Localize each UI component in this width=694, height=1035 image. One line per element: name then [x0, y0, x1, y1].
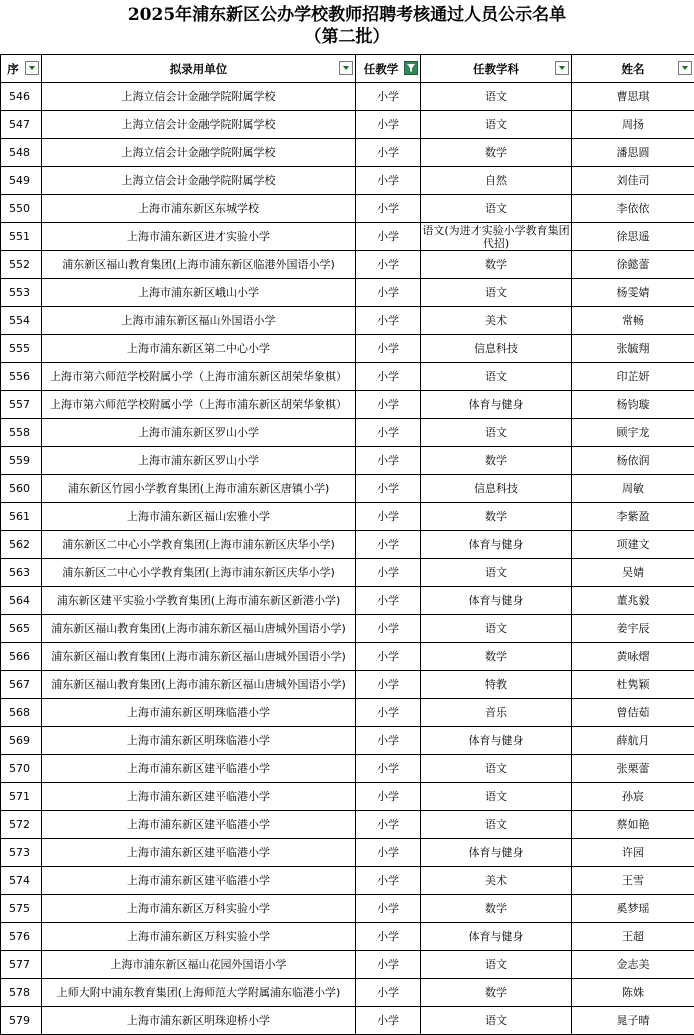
cell-name: 周扬 — [572, 111, 694, 139]
table-row — [1, 447, 694, 475]
cell-unit: 浦东新区建平实验小学教育集团(上海市浦东新区新港小学) — [42, 587, 356, 615]
table-row — [1, 531, 694, 559]
cell-stage: 小学 — [356, 643, 421, 671]
cell-unit: 浦东新区福山教育集团(上海市浦东新区福山唐城外国语小学) — [42, 643, 356, 671]
seq-dropdown-icon[interactable] — [25, 61, 39, 75]
cell-stage: 小学 — [356, 307, 421, 335]
cell-name: 许园 — [572, 839, 694, 867]
table-row — [1, 951, 694, 979]
cell-name: 项建文 — [572, 531, 694, 559]
cell-name: 顾宇龙 — [572, 419, 694, 447]
cell-stage: 小学 — [356, 755, 421, 783]
cell-unit: 上海市浦东新区建平临港小学 — [42, 783, 356, 811]
table-row — [1, 895, 694, 923]
cell-unit: 浦东新区福山教育集团(上海市浦东新区福山唐城外国语小学) — [42, 671, 356, 699]
table-row — [1, 503, 694, 531]
cell-unit: 上海市浦东新区罗山小学 — [42, 447, 356, 475]
table-row — [1, 363, 694, 391]
cell-name: 周敏 — [572, 475, 694, 503]
table-row — [1, 419, 694, 447]
cell-seq: 571 — [1, 783, 42, 811]
cell-unit: 上海市浦东新区万科实验小学 — [42, 923, 356, 951]
title-line-2: （第二批） — [0, 26, 694, 48]
cell-subject: 体育与健身 — [421, 391, 572, 419]
table-row — [1, 587, 694, 615]
cell-name: 姜宇辰 — [572, 615, 694, 643]
cell-unit: 上海立信会计金融学院附属学校 — [42, 139, 356, 167]
cell-seq: 555 — [1, 335, 42, 363]
table-row — [1, 195, 694, 223]
cell-stage: 小学 — [356, 223, 421, 251]
table-row — [1, 279, 694, 307]
cell-unit: 上海市浦东新区建平临港小学 — [42, 755, 356, 783]
table-row — [1, 251, 694, 279]
table-row — [1, 307, 694, 335]
cell-name: 潘思圆 — [572, 139, 694, 167]
cell-name: 常畅 — [572, 307, 694, 335]
cell-subject: 体育与健身 — [421, 839, 572, 867]
cell-stage: 小学 — [356, 475, 421, 503]
cell-name: 李紫盈 — [572, 503, 694, 531]
cell-seq: 577 — [1, 951, 42, 979]
title-line-1: 2025年浦东新区公办学校教师招聘考核通过人员公示名单 — [0, 4, 694, 26]
header-name-label: 姓名 — [622, 61, 645, 77]
table-row — [1, 223, 694, 251]
cell-unit: 上海市浦东新区建平临港小学 — [42, 867, 356, 895]
cell-seq: 553 — [1, 279, 42, 307]
cell-seq: 569 — [1, 727, 42, 755]
cell-unit: 上海市浦东新区明珠迎桥小学 — [42, 1007, 356, 1035]
table-row — [1, 867, 694, 895]
cell-seq: 550 — [1, 195, 42, 223]
cell-seq: 572 — [1, 811, 42, 839]
cell-unit: 上海市浦东新区东城学校 — [42, 195, 356, 223]
cell-subject: 体育与健身 — [421, 587, 572, 615]
cell-stage: 小学 — [356, 531, 421, 559]
cell-seq: 557 — [1, 391, 42, 419]
cell-subject: 数学 — [421, 447, 572, 475]
cell-subject: 信息科技 — [421, 335, 572, 363]
cell-unit: 上海市浦东新区福山花园外国语小学 — [42, 951, 356, 979]
cell-seq: 558 — [1, 419, 42, 447]
cell-unit: 上海市浦东新区福山外国语小学 — [42, 307, 356, 335]
table-row — [1, 783, 694, 811]
cell-subject: 语文 — [421, 1007, 572, 1035]
personnel-table — [0, 54, 694, 1035]
cell-unit: 上海市浦东新区第二中心小学 — [42, 335, 356, 363]
cell-stage: 小学 — [356, 895, 421, 923]
cell-stage: 小学 — [356, 391, 421, 419]
cell-seq: 564 — [1, 587, 42, 615]
cell-subject: 体育与健身 — [421, 923, 572, 951]
cell-subject: 语文 — [421, 951, 572, 979]
cell-stage: 小学 — [356, 811, 421, 839]
cell-seq: 546 — [1, 83, 42, 111]
name-dropdown-icon[interactable] — [678, 61, 692, 75]
table-row — [1, 559, 694, 587]
cell-subject: 数学 — [421, 643, 572, 671]
cell-subject: 语文 — [421, 811, 572, 839]
cell-seq: 573 — [1, 839, 42, 867]
cell-unit: 上海立信会计金融学院附属学校 — [42, 167, 356, 195]
cell-name: 曾佶茹 — [572, 699, 694, 727]
cell-subject: 语文 — [421, 279, 572, 307]
cell-name: 张栗蕾 — [572, 755, 694, 783]
cell-stage: 小学 — [356, 83, 421, 111]
cell-unit: 上海立信会计金融学院附属学校 — [42, 111, 356, 139]
cell-name: 黄咏熠 — [572, 643, 694, 671]
header-seq — [1, 55, 42, 83]
cell-subject: 语文(为进才实验小学教育集团代招) — [421, 223, 572, 251]
cell-stage: 小学 — [356, 979, 421, 1007]
table-row — [1, 811, 694, 839]
cell-seq: 549 — [1, 167, 42, 195]
cell-subject: 语文 — [421, 559, 572, 587]
cell-name: 蔡如艳 — [572, 811, 694, 839]
cell-seq: 568 — [1, 699, 42, 727]
cell-name: 金志美 — [572, 951, 694, 979]
cell-subject: 音乐 — [421, 699, 572, 727]
cell-seq: 554 — [1, 307, 42, 335]
header-stage — [356, 55, 421, 83]
table-row — [1, 111, 694, 139]
cell-stage: 小学 — [356, 559, 421, 587]
subject-dropdown-icon[interactable] — [555, 61, 569, 75]
cell-unit: 浦东新区二中心小学教育集团(上海市浦东新区庆华小学) — [42, 531, 356, 559]
cell-name: 杜隽颖 — [572, 671, 694, 699]
cell-seq: 556 — [1, 363, 42, 391]
cell-name: 杨雯婧 — [572, 279, 694, 307]
table-row — [1, 699, 694, 727]
cell-unit: 上海市浦东新区进才实验小学 — [42, 223, 356, 251]
cell-stage: 小学 — [356, 783, 421, 811]
table-row — [1, 475, 694, 503]
cell-seq: 579 — [1, 1007, 42, 1035]
cell-unit: 上海市浦东新区建平临港小学 — [42, 839, 356, 867]
table-row — [1, 391, 694, 419]
cell-seq: 570 — [1, 755, 42, 783]
cell-name: 陈姝 — [572, 979, 694, 1007]
cell-seq: 566 — [1, 643, 42, 671]
cell-subject: 语文 — [421, 363, 572, 391]
cell-name: 杨依润 — [572, 447, 694, 475]
cell-stage: 小学 — [356, 167, 421, 195]
cell-subject: 数学 — [421, 503, 572, 531]
header-unit — [42, 55, 356, 83]
cell-unit: 上海市浦东新区明珠临港小学 — [42, 699, 356, 727]
cell-subject: 信息科技 — [421, 475, 572, 503]
cell-stage: 小学 — [356, 867, 421, 895]
table-row — [1, 615, 694, 643]
table-row — [1, 167, 694, 195]
cell-unit: 上海市浦东新区万科实验小学 — [42, 895, 356, 923]
cell-unit: 浦东新区福山教育集团(上海市浦东新区福山唐城外国语小学) — [42, 615, 356, 643]
cell-subject: 数学 — [421, 979, 572, 1007]
cell-subject: 语文 — [421, 111, 572, 139]
cell-seq: 551 — [1, 223, 42, 251]
table-row — [1, 755, 694, 783]
cell-stage: 小学 — [356, 951, 421, 979]
cell-name: 徐懿蕾 — [572, 251, 694, 279]
cell-stage: 小学 — [356, 111, 421, 139]
cell-seq: 567 — [1, 671, 42, 699]
table-row — [1, 139, 694, 167]
unit-dropdown-icon[interactable] — [339, 61, 353, 75]
table-row — [1, 83, 694, 111]
cell-unit: 上海市浦东新区峨山小学 — [42, 279, 356, 307]
table-row — [1, 671, 694, 699]
cell-name: 王雪 — [572, 867, 694, 895]
cell-name: 徐思遥 — [572, 223, 694, 251]
header-subject-label: 任教学科 — [473, 61, 519, 77]
cell-seq: 574 — [1, 867, 42, 895]
cell-name: 印芷妍 — [572, 363, 694, 391]
cell-stage: 小学 — [356, 587, 421, 615]
cell-stage: 小学 — [356, 139, 421, 167]
cell-name: 刘佳司 — [572, 167, 694, 195]
cell-unit: 上海市浦东新区福山宏雅小学 — [42, 503, 356, 531]
cell-seq: 578 — [1, 979, 42, 1007]
cell-seq: 561 — [1, 503, 42, 531]
cell-subject: 语文 — [421, 195, 572, 223]
cell-seq: 547 — [1, 111, 42, 139]
page-title — [0, 0, 694, 48]
cell-unit: 浦东新区福山教育集团(上海市浦东新区临港外国语小学) — [42, 251, 356, 279]
cell-subject: 体育与健身 — [421, 531, 572, 559]
header-unit-label: 拟录用单位 — [170, 61, 228, 77]
cell-seq: 548 — [1, 139, 42, 167]
table-row — [1, 727, 694, 755]
cell-seq: 560 — [1, 475, 42, 503]
cell-subject: 特教 — [421, 671, 572, 699]
table-row — [1, 923, 694, 951]
cell-seq: 552 — [1, 251, 42, 279]
header-name — [572, 55, 694, 83]
cell-name: 杨钧璇 — [572, 391, 694, 419]
cell-seq: 563 — [1, 559, 42, 587]
cell-subject: 美术 — [421, 307, 572, 335]
cell-unit: 上海市浦东新区罗山小学 — [42, 419, 356, 447]
cell-subject: 自然 — [421, 167, 572, 195]
cell-subject: 语文 — [421, 783, 572, 811]
table-row — [1, 979, 694, 1007]
cell-name: 吴婧 — [572, 559, 694, 587]
stage-filter-icon[interactable] — [404, 61, 418, 75]
cell-name: 晁子晴 — [572, 1007, 694, 1035]
cell-subject: 数学 — [421, 895, 572, 923]
cell-subject: 体育与健身 — [421, 727, 572, 755]
cell-stage: 小学 — [356, 1007, 421, 1035]
cell-unit: 上师大附中浦东教育集团(上海师范大学附属浦东临港小学) — [42, 979, 356, 1007]
cell-stage: 小学 — [356, 279, 421, 307]
cell-subject: 数学 — [421, 251, 572, 279]
cell-unit: 上海市第六师范学校附属小学（上海市浦东新区胡荣华象棋） — [42, 391, 356, 419]
cell-unit: 上海立信会计金融学院附属学校 — [42, 83, 356, 111]
cell-seq: 565 — [1, 615, 42, 643]
cell-name: 孙宸 — [572, 783, 694, 811]
header-stage-label: 任教学 — [364, 61, 399, 77]
cell-seq: 575 — [1, 895, 42, 923]
cell-stage: 小学 — [356, 251, 421, 279]
cell-unit: 上海市浦东新区建平临港小学 — [42, 811, 356, 839]
cell-stage: 小学 — [356, 195, 421, 223]
cell-seq: 559 — [1, 447, 42, 475]
cell-subject: 数学 — [421, 139, 572, 167]
cell-stage: 小学 — [356, 699, 421, 727]
cell-name: 薛航月 — [572, 727, 694, 755]
cell-seq: 576 — [1, 923, 42, 951]
cell-stage: 小学 — [356, 923, 421, 951]
cell-name: 张毓翔 — [572, 335, 694, 363]
cell-name: 曹思琪 — [572, 83, 694, 111]
cell-stage: 小学 — [356, 727, 421, 755]
header-subject — [421, 55, 572, 83]
table-row — [1, 1007, 694, 1035]
cell-name: 奚梦瑶 — [572, 895, 694, 923]
cell-unit: 浦东新区竹园小学教育集团(上海市浦东新区唐镇小学) — [42, 475, 356, 503]
cell-stage: 小学 — [356, 363, 421, 391]
cell-stage: 小学 — [356, 335, 421, 363]
cell-name: 王超 — [572, 923, 694, 951]
cell-seq: 562 — [1, 531, 42, 559]
cell-name: 董兆毅 — [572, 587, 694, 615]
cell-subject: 语文 — [421, 755, 572, 783]
header-row — [1, 55, 694, 83]
cell-stage: 小学 — [356, 671, 421, 699]
cell-subject: 语文 — [421, 83, 572, 111]
cell-subject: 美术 — [421, 867, 572, 895]
table-row — [1, 335, 694, 363]
cell-unit: 上海市浦东新区明珠临港小学 — [42, 727, 356, 755]
cell-stage: 小学 — [356, 839, 421, 867]
cell-subject: 语文 — [421, 615, 572, 643]
cell-stage: 小学 — [356, 447, 421, 475]
cell-stage: 小学 — [356, 615, 421, 643]
cell-unit: 上海市第六师范学校附属小学（上海市浦东新区胡荣华象棋） — [42, 363, 356, 391]
cell-unit: 浦东新区二中心小学教育集团(上海市浦东新区庆华小学) — [42, 559, 356, 587]
cell-subject: 语文 — [421, 419, 572, 447]
cell-name: 李依依 — [572, 195, 694, 223]
table-row — [1, 643, 694, 671]
table-row — [1, 839, 694, 867]
cell-stage: 小学 — [356, 419, 421, 447]
cell-stage: 小学 — [356, 503, 421, 531]
header-seq-label: 序 — [7, 61, 19, 77]
